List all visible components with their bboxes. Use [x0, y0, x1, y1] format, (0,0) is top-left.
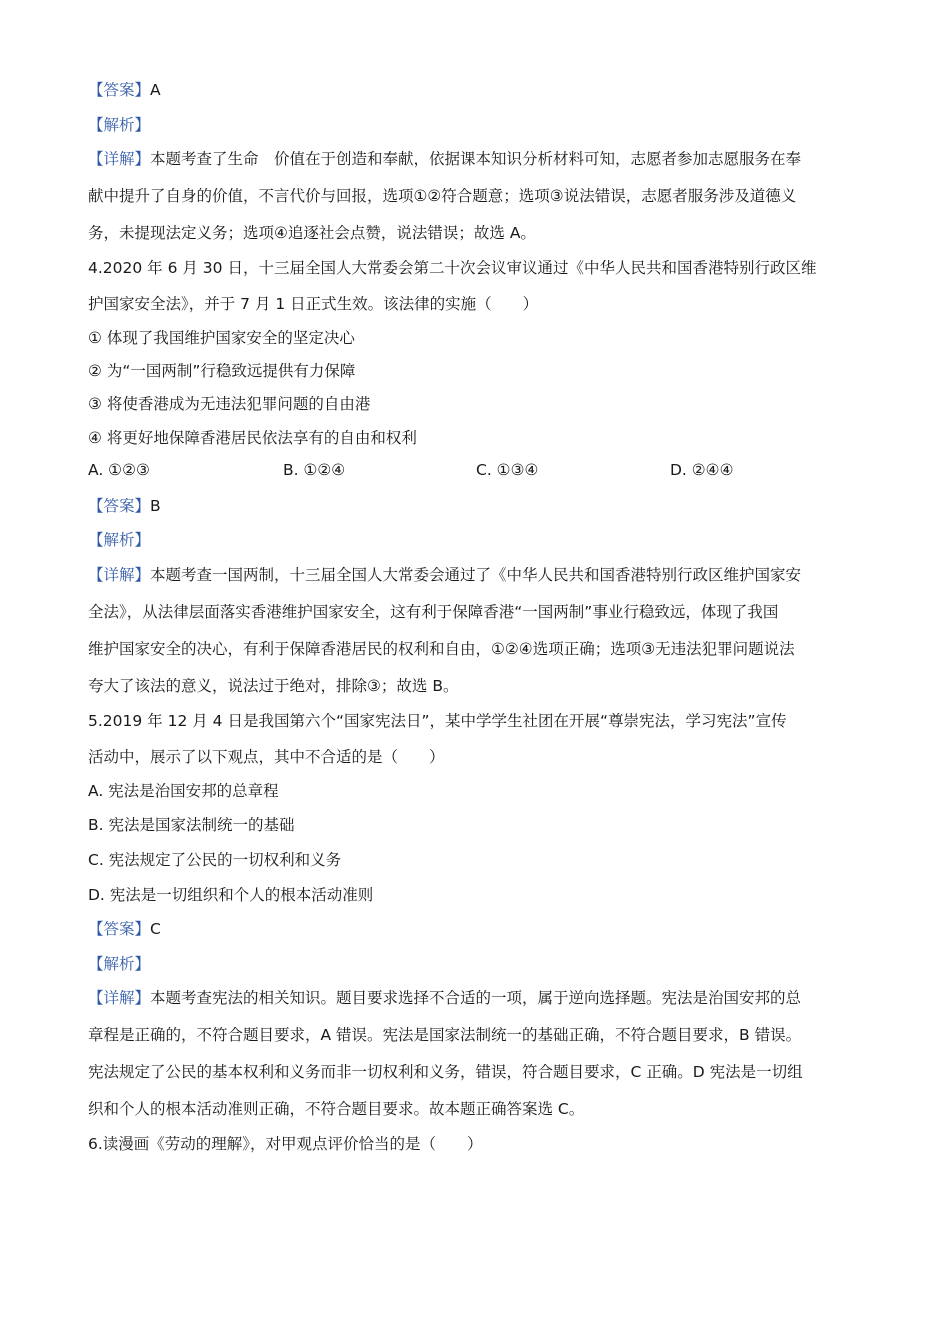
statement-item: ④ 将更好地保障香港居民依法享有的自由和权利: [88, 429, 417, 447]
answer-value: C: [150, 920, 161, 938]
answer-line: [88, 80, 161, 100]
answer-value: A: [150, 81, 161, 99]
detail-tag: 【详解】: [88, 989, 151, 1007]
detail-line: [88, 988, 801, 1008]
detail-text: 宪法规定了公民的基本权利和义务而非一切权利和义务，错误，符合题目要求，C 正确。D 宪法是一切组: [88, 1063, 803, 1081]
analysis-tag: 【解析】: [88, 955, 151, 973]
answer-tag: 【答案】: [88, 497, 151, 515]
detail-text: 章程是正确的，不符合题目要求，A 错误。宪法是国家法制统一的基础正确，不符合题目要求，B 错误。: [88, 1026, 802, 1044]
answer-tag: 【答案】: [88, 920, 151, 938]
analysis-line: [88, 530, 150, 550]
option-c: C. 宪法规定了公民的一切权利和义务: [88, 851, 342, 869]
answer-value: B: [150, 497, 161, 515]
detail-tag: 【详解】: [88, 150, 151, 168]
detail-text: 本题考查了生命 价值在于创造和奉献，依据课本知识分析材料可知，志愿者参加志愿服务在奉: [150, 150, 802, 168]
analysis-tag: 【解析】: [88, 116, 151, 134]
analysis-tag: 【解析】: [88, 531, 151, 549]
statement-item: ③ 将使香港成为无违法犯罪问题的自由港: [88, 395, 371, 413]
detail-text: 织和个人的根本活动准则正确，不符合题目要求。故本题正确答案选 C。: [88, 1100, 585, 1118]
question-stem: 6.读漫画《劳动的理解》，对甲观点评价恰当的是（ ）: [88, 1135, 483, 1153]
option-d: D. ②④④: [670, 461, 734, 479]
detail-text: 本题考查一国两制，十三届全国人大常委会通过了《中华人民共和国香港特别行政区维护国家安: [150, 566, 802, 584]
answer-line: [88, 919, 161, 939]
detail-text: 全法》，从法律层面落实香港维护国家安全，这有利于保障香港“一国两制”事业行稳致远，体现了我国: [88, 603, 779, 621]
option-d: D. 宪法是一切组织和个人的根本活动准则: [88, 886, 374, 904]
detail-tag: 【详解】: [88, 566, 151, 584]
option-c: C. ①③④: [476, 461, 539, 479]
option-b: B. ①②④: [283, 461, 346, 479]
detail-line: [88, 149, 801, 169]
statement-item: ② 为“一国两制”行稳致远提供有力保障: [88, 362, 356, 380]
question-stem: 活动中，展示了以下观点，其中不合适的是（ ）: [88, 748, 445, 766]
answer-line: [88, 496, 161, 516]
detail-text: 本题考查宪法的相关知识。题目要求选择不合适的一项，属于逆向选择题。宪法是治国安邦的总: [150, 989, 802, 1007]
detail-text: 维护国家安全的决心，有利于保障香港居民的权利和自由，①②④选项正确；选项③无违法犯罪问题说法: [88, 640, 795, 658]
detail-text: 务，未提现法定义务；选项④追逐社会点赞，说法错误；故选 A。: [88, 224, 536, 242]
analysis-line: [88, 115, 150, 135]
statement-item: ① 体现了我国维护国家安全的坚定决心: [88, 329, 355, 347]
question-stem: 护国家安全法》，并于 7 月 1 日正式生效。该法律的实施（ ）: [88, 295, 539, 313]
detail-text: 献中提升了自身的价值，不言代价与回报，选项①②符合题意；选项③说法错误，志愿者服务涉及道德义: [88, 187, 797, 205]
answer-tag: 【答案】: [88, 81, 151, 99]
question-stem: 5.2019 年 12 月 4 日是我国第六个“国家宪法日”，某中学学生社团在开展“尊崇宪法，学习宪法”宣传: [88, 712, 787, 730]
option-a: A. ①②③: [88, 461, 150, 479]
question-stem: 4.2020 年 6 月 30 日，十三届全国人大常委会第二十次会议审议通过《中华人民共和国香港特别行政区维: [88, 259, 817, 277]
detail-text: 夸大了该法的意义，说法过于绝对，排除③；故选 B。: [88, 677, 459, 695]
option-a: A. 宪法是治国安邦的总章程: [88, 782, 279, 800]
detail-line: [88, 565, 801, 585]
analysis-line: [88, 954, 150, 974]
option-b: B. 宪法是国家法制统一的基础: [88, 816, 295, 834]
